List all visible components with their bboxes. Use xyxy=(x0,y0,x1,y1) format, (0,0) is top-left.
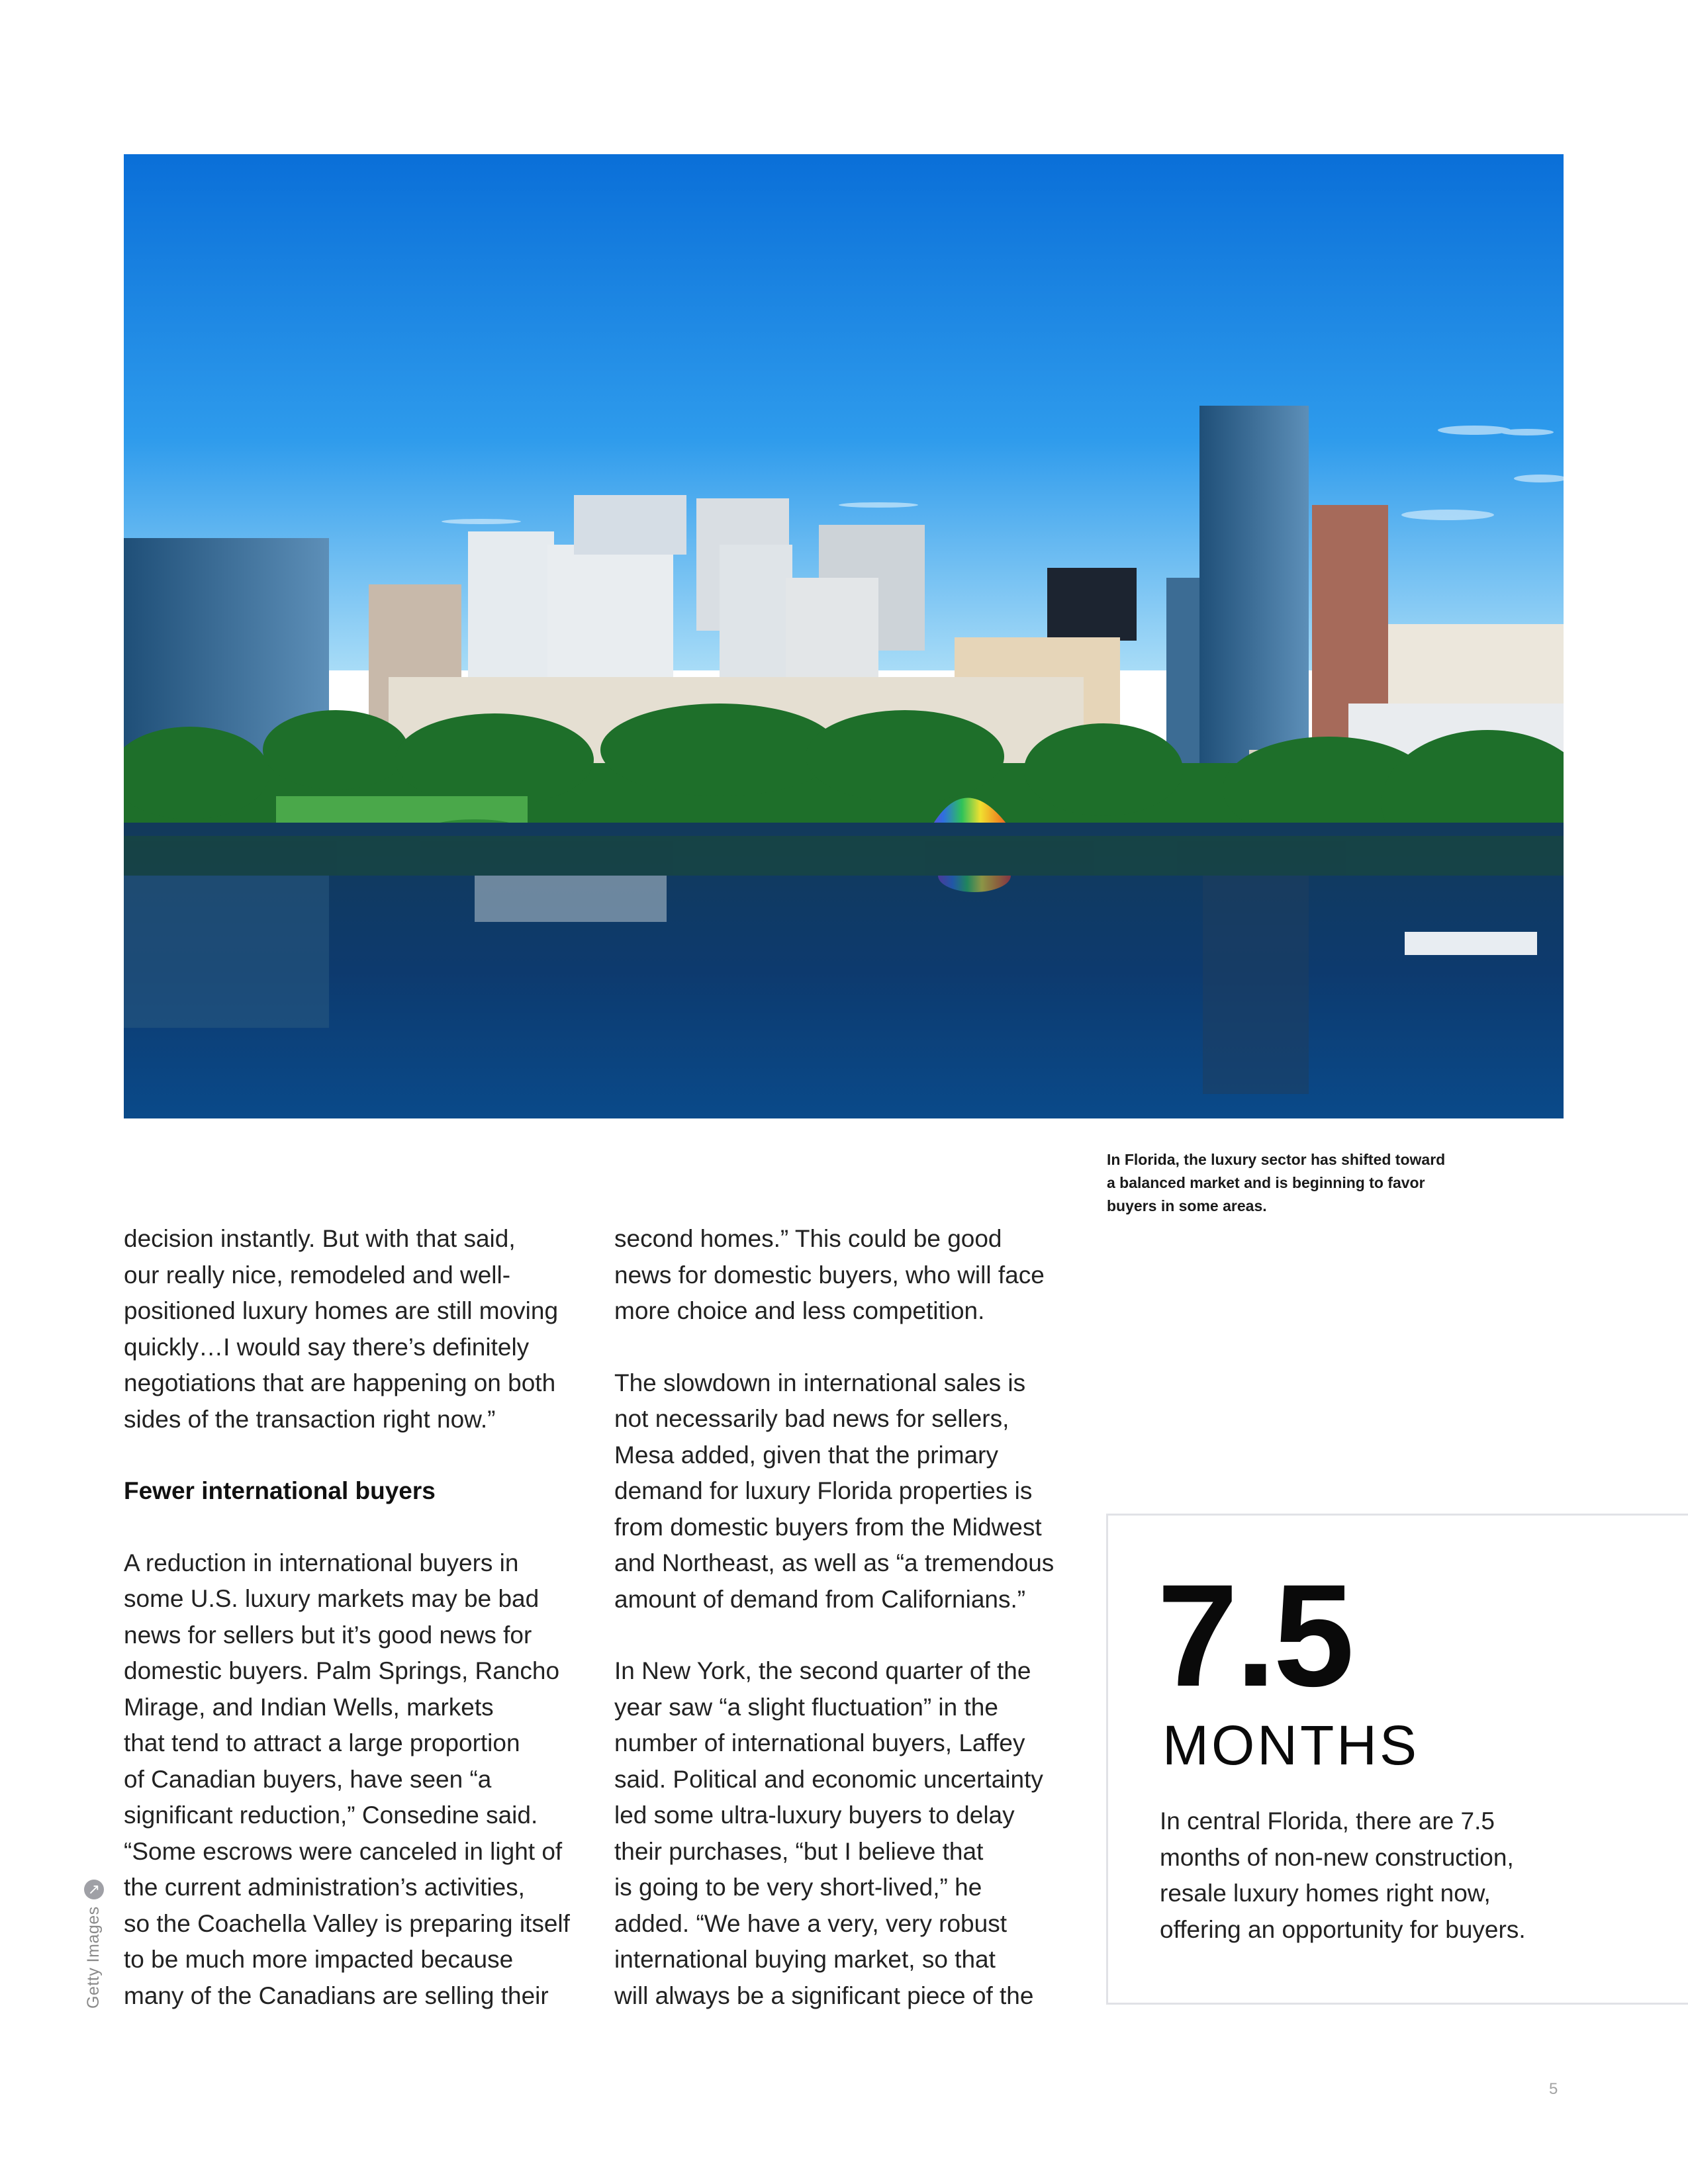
paragraph: In New York, the second quarter of the year saw “a slight fluctuation” in the number of international buyers, Laffey said. Political and economic uncertainty led some ultra-luxury buyers to delay their purchases, “but I believe that is going to be very short-lived,” he added. “We have a very, very robust international buying market, so that will always be a significant piece of the xyxy=(614,1657,1043,2009)
stat-number: 7.5 xyxy=(1157,1554,1352,1717)
paragraph: decision instantly. But with that said, our really nice, remodeled and well- positioned luxury homes are still moving quickly…I would say there’s definitely negotiations that are happening on both sides of the transaction right now.” xyxy=(124,1225,559,1433)
arrow-up-right-icon: ↗ xyxy=(84,1880,104,1899)
stat-unit: MONTHS xyxy=(1162,1714,1419,1776)
article-column-1 xyxy=(124,1221,587,2014)
paragraph: The slowdown in international sales is not necessarily bad news for sellers, Mesa added, given that the primary demand for luxury Florida properties is from domestic buyers from the Midwest and Northeast, as well as “a tremendous amount of demand from Californians.” xyxy=(614,1369,1055,1613)
stat-description: In central Florida, there are 7.5 months of non-new construction, resale luxury homes right now, offering an opportunity for buyers. xyxy=(1160,1807,1526,1943)
section-heading: Fewer international buyers xyxy=(124,1477,436,1504)
paragraph: second homes.” This could be good news for domestic buyers, who will face more choice and less competition. xyxy=(614,1225,1045,1324)
photo-caption: In Florida, the luxury sector has shifted toward a balanced market and is beginning to favor buyers in some areas. xyxy=(1107,1151,1446,1214)
page-number: 5 xyxy=(1549,2080,1558,2098)
hero-photo xyxy=(124,154,1564,1118)
article-column-2 xyxy=(614,1221,1078,2014)
photo-credit xyxy=(79,1880,112,2012)
city-lake-image xyxy=(124,154,1564,1118)
paragraph: A reduction in international buyers in some U.S. luxury markets may be bad news for sellers but it’s good news for domestic buyers. Palm Springs, Rancho Mirage, and Indian Wells, markets that tend to attract a large proportion of Canadian buyers, have seen “a significant reduction,” Consedine said. “Some escrows were canceled in light of the current administration’s activities, so the Coachella Valley is preparing itself to be much more impacted because many of the Canadians are selling their xyxy=(124,1549,570,2009)
photo-credit-text: Getty Images xyxy=(84,1906,103,2009)
